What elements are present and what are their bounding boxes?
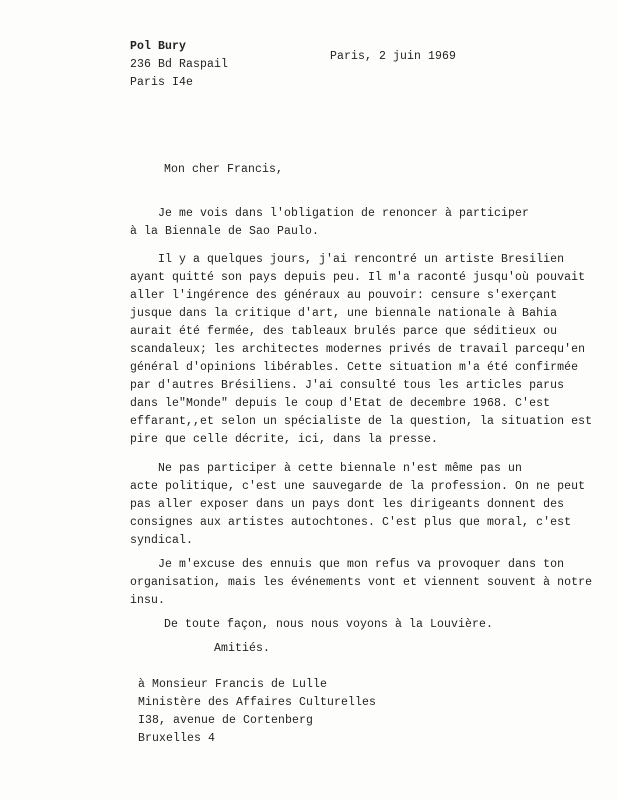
recipient-line3: I38, avenue de Cortenberg [138, 714, 314, 727]
paragraph-2-line-7: général d'opinions libérables. Cette situation m'a été confirmée [130, 361, 579, 374]
paragraph-2-line-5: aurait été fermée, des tableaux brulés parce que séditieux ou [130, 325, 558, 338]
paragraph-2-line-8: par d'autres Brésiliens. J'ai consulté tous les articles parus [130, 379, 565, 392]
paragraph-4-line-1: Je m'excuse des ennuis que mon refus va provoquer dans ton [130, 558, 565, 571]
paragraph-2-line-2: ayant quitté son pays depuis peu. Il m'a raconté jusqu'où pouvait [130, 271, 586, 284]
bleed-through-shadow [528, 60, 618, 88]
recipient-line2: Ministère des Affaires Culturelles [138, 696, 377, 709]
paragraph-3-line-3: pas aller exposer dans un pays dont les dirigeants donnent des [130, 498, 565, 511]
sender-name: Pol Bury [130, 40, 187, 53]
closing-line: De toute façon, nous nous voyons à la Louvière. [164, 618, 494, 631]
paragraph-2-line-4: jusque dans la critique d'art, une biennale nationale à Bahia [130, 307, 558, 320]
paragraph-3-line-1: Ne pas participer à cette biennale n'est même pas un [130, 462, 523, 475]
sender-address-line2: Paris I4e [130, 76, 194, 89]
recipient-line1: à Monsieur Francis de Lulle [138, 678, 328, 691]
paragraph-4-line-2: organisation, mais les événements vont et viennent souvent à notre [130, 576, 593, 589]
paragraph-4-line-3: insu. [130, 594, 166, 607]
salutation: Mon cher Francis, [164, 163, 284, 176]
letter-date: Paris, 2 juin 1969 [330, 50, 457, 63]
paragraph-2-line-9: dans le"Monde" depuis le coup d'Etat de decembre 1968. C'est [130, 397, 551, 410]
paragraph-2-line-6: scandaleux; les architectes modernes privés de travail parcequ'en [130, 343, 586, 356]
paragraph-3-line-5: syndical. [130, 534, 194, 547]
sender-address-line1: 236 Bd Raspail [130, 58, 229, 71]
paragraph-3-line-4: consignes aux artistes autochtones. C'est plus que moral, c'est [130, 516, 572, 529]
paragraph-2-line-10: effarant,,et selon un spécialiste de la question, la situation est [130, 415, 593, 428]
paragraph-1-line-1: Je me vois dans l'obligation de renoncer à participer [130, 207, 530, 220]
signoff: Amitiés. [214, 642, 271, 655]
recipient-line4: Bruxelles 4 [138, 732, 216, 745]
paragraph-1-line-2: à la Biennale de Sao Paulo. [130, 225, 320, 238]
paragraph-2-line-11: pire que celle décrite, ici, dans la presse. [130, 433, 439, 446]
paragraph-2-line-3: aller l'ingérence des généraux au pouvoir: censure s'exerçant [130, 289, 558, 302]
paragraph-2-line-1: Il y a quelques jours, j'ai rencontré un artiste Bresilien [130, 253, 565, 266]
paragraph-3-line-2: acte politique, c'est une sauvegarde de la profession. On ne peut [130, 480, 586, 493]
